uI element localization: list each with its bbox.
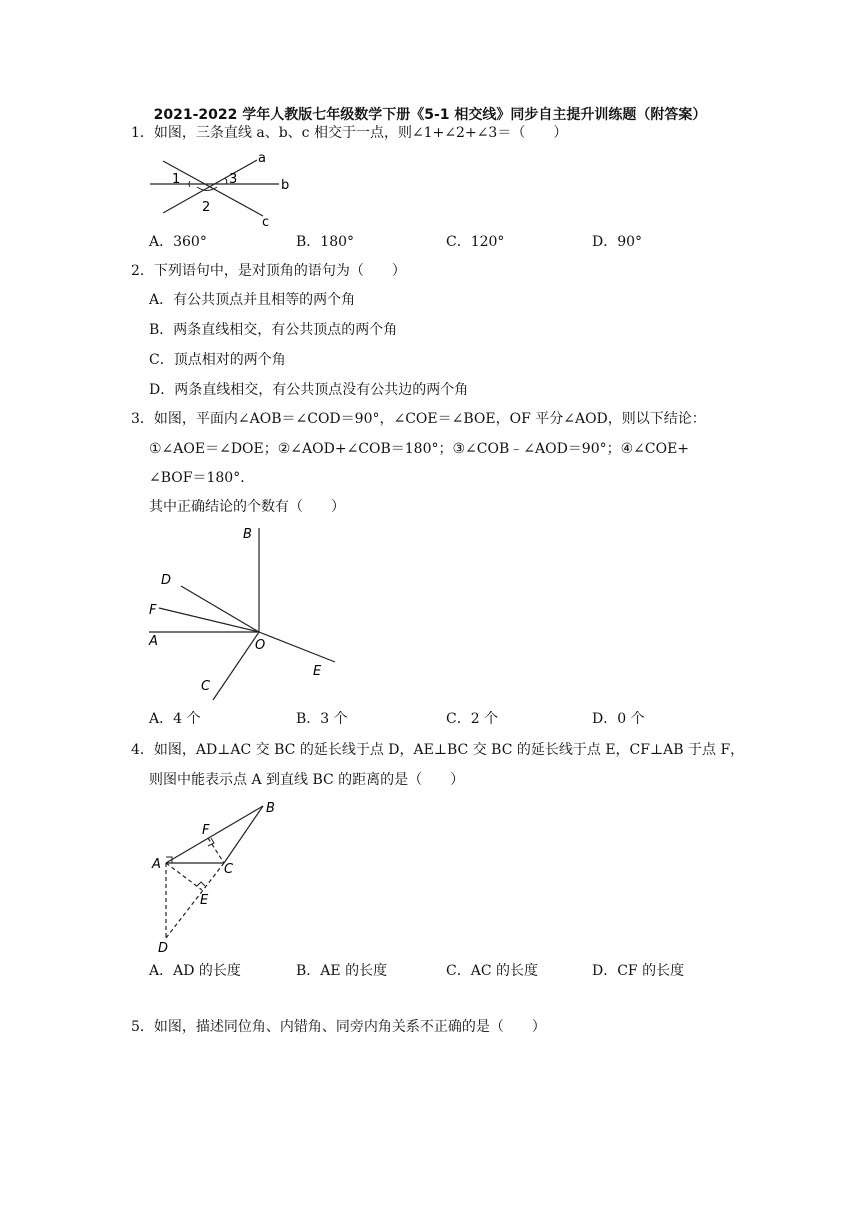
q1-option-d: D．90° bbox=[592, 234, 643, 250]
q1-label-1: 1 bbox=[172, 172, 181, 187]
q1-figure bbox=[145, 148, 295, 228]
q1-label-a: a bbox=[258, 151, 266, 166]
q3-option-b: B．3 个 bbox=[296, 711, 348, 727]
q4-stem-line2: 则图中能表示点 A 到直线 BC 的距离的是（ ） bbox=[149, 772, 465, 788]
q4-figure bbox=[148, 800, 288, 955]
q5-stem: 5．如图，描述同位角、内错角、同旁内角关系不正确的是（ ） bbox=[131, 1019, 546, 1035]
q3-stem-line1: 3．如图，平面内∠AOB＝∠COD＝90°，∠COE＝∠BOE，OF 平分∠AOD，则以下结论： bbox=[131, 411, 706, 427]
q3-label-d: D bbox=[161, 573, 172, 588]
document-title: 2021-2022 学年人教版七年级数学下册《5-1 相交线》同步自主提升训练题（附答案） bbox=[153, 107, 707, 123]
q1-option-b: B．180° bbox=[296, 234, 355, 250]
q4-label-a: A bbox=[152, 857, 161, 872]
q3-label-o: O bbox=[255, 638, 266, 653]
q4-label-c: C bbox=[224, 862, 234, 877]
q3-label-e: E bbox=[313, 664, 322, 679]
q3-label-b: B bbox=[243, 527, 252, 542]
q3-label-f: F bbox=[149, 603, 157, 618]
q1-label-3: 3 bbox=[229, 172, 238, 187]
q4-option-a: A．AD 的长度 bbox=[149, 963, 241, 979]
q2-option-c: C．顶点相对的两个角 bbox=[149, 352, 286, 368]
q3-stem-line2: ①∠AOE＝∠DOE；②∠AOD+∠COB＝180°；③∠COB﹣∠AOD＝90°；④∠COE+ bbox=[149, 441, 690, 457]
q4-label-e: E bbox=[200, 893, 209, 908]
q1-option-c: C．120° bbox=[446, 234, 505, 250]
q2-stem: 2．下列语句中，是对顶角的语句为（ ） bbox=[131, 263, 406, 279]
q4-label-b: B bbox=[266, 801, 275, 816]
q1-label-c: c bbox=[262, 215, 270, 230]
q2-option-b: B．两条直线相交，有公共顶点的两个角 bbox=[149, 322, 398, 338]
q3-stem-line3: ∠BOF＝180°． bbox=[149, 470, 255, 486]
q2-option-d: D．两条直线相交，有公共顶点没有公共边的两个角 bbox=[149, 382, 469, 398]
q1-option-a: A．360° bbox=[149, 234, 207, 250]
q1-stem: 1．如图，三条直线 a、b、c 相交于一点，则∠1+∠2+∠3＝（ ） bbox=[131, 125, 568, 141]
q2-option-a: A．有公共顶点并且相等的两个角 bbox=[149, 292, 356, 308]
q3-label-a: A bbox=[149, 634, 158, 649]
q4-option-c: C．AC 的长度 bbox=[446, 963, 538, 979]
q3-option-c: C．2 个 bbox=[446, 711, 499, 727]
q4-label-f: F bbox=[202, 823, 210, 838]
q1-label-b: b bbox=[281, 178, 290, 193]
q4-option-d: D．CF 的长度 bbox=[592, 963, 685, 979]
q3-stem-line4: 其中正确结论的个数有（ ） bbox=[149, 499, 345, 515]
q3-option-d: D．0 个 bbox=[592, 711, 645, 727]
q3-figure bbox=[145, 524, 345, 704]
q1-label-2: 2 bbox=[202, 200, 211, 215]
q4-stem-line1: 4．如图，AD⊥AC 交 BC 的延长线于点 D，AE⊥BC 交 BC 的延长线于点 E，CF⊥AB 于点 F， bbox=[131, 742, 745, 758]
q4-label-d: D bbox=[158, 941, 169, 956]
q3-option-a: A．4 个 bbox=[149, 711, 201, 727]
q3-label-c: C bbox=[201, 679, 211, 694]
q4-option-b: B．AE 的长度 bbox=[296, 963, 388, 979]
